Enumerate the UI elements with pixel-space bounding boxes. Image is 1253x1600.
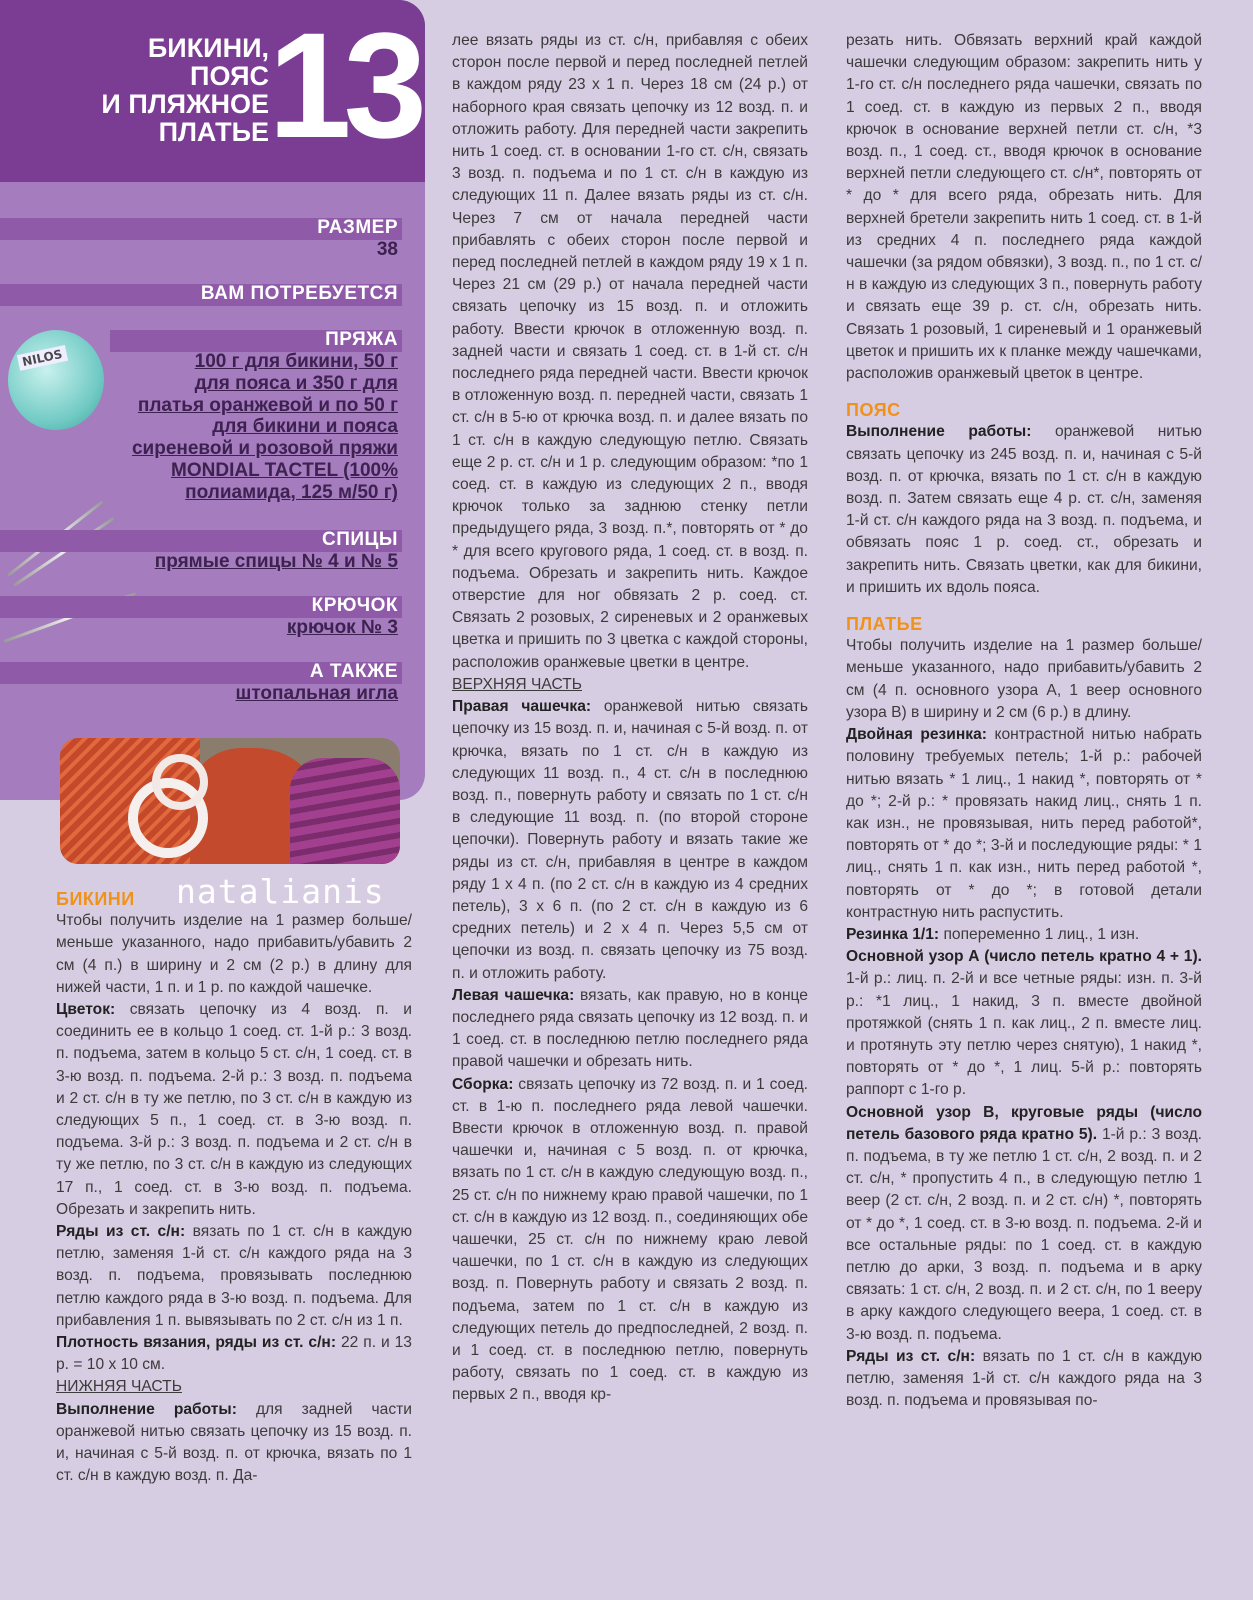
bikini-intro: Чтобы получить изделие на 1 размер больше/меньше указанного, надо прибавить/убавить 2 см (4 п.) в ширину и 2 см (2 р.) в длину для нижей части, 1 п. и 1 р. по каждой чашечке. xyxy=(56,912,412,996)
paragraph xyxy=(846,924,1202,946)
paragraph-text: вязать, как правую, но в конце последнего ряда связать цепочку из 12 возд. п. и 1 соед. ст. в последнюю петлю последнего ряда правой чашечки и обрезать нить. xyxy=(452,986,808,1071)
needles-value: прямые спицы № 4 и № 5 xyxy=(154,551,398,572)
paragraph xyxy=(56,1221,412,1332)
text-column-3 xyxy=(846,30,1202,1412)
paragraph xyxy=(846,1102,1202,1346)
pattern-header xyxy=(0,0,425,182)
term: Плотность вязания, ряды из ст. с/н: xyxy=(56,1334,337,1352)
also-value: штопальная игла xyxy=(235,683,398,704)
belt-heading: ПОЯС xyxy=(846,400,901,421)
paragraph xyxy=(56,1399,412,1488)
paragraph: резать нить. Обвязать верхний край каждой чашечки следующим образом: закрепить нить у 1-го ст. с/н последнего ряда чашечки, связать по 1 соед. ст. в каждую из первых 2 п., вводя крючок в основание верхней петли ст. с/н, *3 возд. п., 1 соед. ст., вводя крючок в основание верхней петли следующего ст. с/н*, повторять от * до * для всего ряда, обрезать нить. Для верхней бретели закрепить нить 1 соед. ст. в 1-й из средних 4 п. последнего ряда каждой чашечки (за рядом обвязки), 3 возд. п., по 1 ст. с/н в каждую из следующих 3 п., повернуть работу и связать еще 39 р. ст. с/н, обрезать нить. Связать 1 розовый, 1 сиреневый и 1 оранжевый цветок и пришить их к планке между чашечками, расположив оранжевый цветок в центре. xyxy=(846,32,1202,383)
yarn-ball-image xyxy=(8,330,104,430)
paragraph-text: связать цепочку из 72 возд. п. и 1 соед. ст. в 1-ю п. последнего ряда левой чашечки. Ввести крючок в отложенную возд. п. правой чашечки и, начиная с 5 возд. п. от крючка, вязать по 1 ст. с/н в каждую следующую возд. п., 25 ст. с/н по нижнему краю правой чашечки, по 1 ст. с/н в каждую из 12 возд. п., соединяющих обе чашечки, 25 ст. с/н по нижнему краю левой чашечки, по 1 ст. с/н в каждую из следующих возд. п. Повернуть работу и связать 2 возд. п. подъема, затем по 1 ст. с/н в каждую из следующих петель до предпоследней, 2 возд. п. и 1 соед. ст. в последнюю петлю, повернуть работу, связать по 1 соед. ст. в каждую из первых 2 п., вводя кр- xyxy=(452,1075,808,1404)
paragraph-text: вязать по 1 ст. с/н в каждую петлю, заменяя 1-й ст. с/н каждого ряда на 3 возд. п. подъема и провязывая по- xyxy=(846,1347,1203,1410)
dress-intro: Чтобы получить изделие на 1 размер больше/меньше указанного, надо прибавить/убавить 2 см (4 п. основного узора А, 1 веер основного узора В) в ширину и 2 см (6 р.) в длину. xyxy=(846,637,1202,721)
crochet-flowers-photo xyxy=(60,738,400,864)
yarn-line: платья оранжевой и по 50 г xyxy=(137,394,398,416)
paragraph-text: 1-й р.: 3 возд. п. подъема, в ту же петлю 1 ст. с/н, 2 возд. п. и 2 ст. с/н, * пропустить 4 п., в следующую петлю 1 веер (2 ст. с/н, 2 возд. п. и 2 ст. с/н) *, повторять от * до *, 1 соед. ст. в 3-ю возд. п. подъема. 2-й и все остальные ряды: по 1 соед. ст. в каждую петлю до арки, 3 возд. п. подъема и в арку связать: 1 ст. с/н, 2 возд. п. и 2 ст. с/н, по 1 вееру в арку каждого следующего веера, 1 соед. ст. в 3-ю возд. п. подъема. xyxy=(846,1125,1202,1343)
paragraph xyxy=(56,999,412,1221)
term: Двойная резинка: xyxy=(846,726,987,744)
paragraph xyxy=(846,724,1202,924)
paragraph xyxy=(56,1332,412,1376)
yarn-line: MONDIAL TACTEL (100% xyxy=(171,459,398,481)
upper-part-heading: ВЕРХНЯЯ ЧАСТЬ xyxy=(452,675,582,693)
yarn-label: ПРЯЖА xyxy=(325,329,398,350)
paragraph-text: попеременно 1 лиц., 1 изн. xyxy=(939,925,1140,943)
paragraph xyxy=(452,985,808,1074)
bikini-heading: БИКИНИ xyxy=(56,889,135,909)
text-column-2 xyxy=(452,30,808,1407)
paragraph xyxy=(452,696,808,985)
yarn-line: сиреневой и розовой пряжи xyxy=(131,438,398,460)
paragraph xyxy=(452,1074,808,1407)
term: Основной узор В, круговые ряды (число петель базового ряда кратно 5). xyxy=(846,1103,1202,1143)
yarn-line: полиамида, 125 м/50 г) xyxy=(185,481,398,503)
yarn-line: для бикини и пояса xyxy=(212,416,398,438)
paragraph-text: 22 п. и 13 р. = 10 х 10 см. xyxy=(56,1334,412,1374)
title-line: ПЛАТЬЕ xyxy=(158,117,269,147)
photo-white-flower xyxy=(152,754,208,810)
paragraph-text: оранжевой нитью связать цепочку из 245 возд. п. и, начиная с 5-й возд. п. от крючка, вязать по 1 ст. с/н в каждую возд. п. Затем связать еще 4 р. ст. с/н, заменяя 1-й ст. с/н каждого ряда на 3 возд. п. подъема, и обвязать пояс 1 р. соед. ст., обрезать и закрепить нить. Связать цветки, как для бикини, и пришить их вдоль пояса. xyxy=(846,423,1202,596)
pattern-number: 13 xyxy=(268,1,419,169)
size-label: РАЗМЕР xyxy=(317,217,398,238)
paragraph-text: 1-й р.: лиц. п. 2-й и все четные ряды: изн. п. 3-й р.: *1 лиц., 1 накид, 3 п. вместе двойной протяжкой (снять 1 п. как лиц., 2 п. вместе лиц. и протянуть эту петлю через снятую), 1 накид *, повторять от * до *, 1 лиц. 5-й р.: повторять раппорт с 1-го р. xyxy=(846,970,1202,1099)
paragraph xyxy=(846,421,1202,599)
title-line: БИКИНИ, xyxy=(147,33,269,63)
term: Ряды из ст. с/н: xyxy=(56,1223,186,1241)
term: Ряды из ст. с/н: xyxy=(846,1347,976,1365)
title-line: ПОЯС xyxy=(190,61,269,91)
text-column-1 xyxy=(56,888,412,1487)
yarn-brand-label: NILOS xyxy=(17,345,68,371)
paragraph-text: контрастной нитью набрать половину требуемых петель; 1-й р.: рабочей нитью вязать * 1 лиц., 1 накид *, повторять от * до *; 2-й р.: * провязать накид лиц., снять 1 п. как изн., не провязывая, нить перед работой*, повторять от * до *; 3-й и последующие ряды: * 1 лиц., снять 1 п. как изн., нить перед работой *, повторять от * до *; в готовой детали контрастную нить распустить. xyxy=(846,726,1203,921)
dress-heading: ПЛАТЬЕ xyxy=(846,614,923,635)
pattern-title xyxy=(69,34,269,146)
paragraph-text: для задней части оранжевой нитью связать цепочку из 15 возд. п. и, начиная с 5-й возд. п. от крючка, вязать по 1 ст. с/н в каждую возд. п. Да- xyxy=(56,1400,412,1485)
term: Сборка: xyxy=(452,1075,514,1093)
also-label: А ТАКЖЕ xyxy=(309,661,398,682)
yarn-line: для пояса и 350 г для xyxy=(194,372,398,394)
paragraph xyxy=(846,946,1202,1101)
photo-lilac-flower xyxy=(290,758,400,864)
paragraph-text: связать цепочку из 4 возд. п. и соединить ее в кольцо 1 соед. ст. 1-й р.: 3 возд. п. подъема, затем в кольцо 5 ст. с/н, 1 соед. ст. в 3-ю возд. п. подъема. 2-й р.: 3 возд. п. подъема и 2 ст. с/н в ту же петлю, по 3 ст. с/н в каждую из следующих 5 п., 1 соед. ст. в 3-ю возд. п. подъема. 3-й р.: 3 возд. п. подъема и 2 ст. с/н в ту же петлю, по 3 ст. с/н в каждую из следующих 17 п., 1 соед. ст. в 3-ю возд. п. подъема. Обрезать и закрепить нить. xyxy=(56,1001,412,1218)
term: Выполнение работы: xyxy=(846,423,1032,441)
need-label: ВАМ ПОТРЕБУЕТСЯ xyxy=(200,283,398,304)
needles-label: СПИЦЫ xyxy=(321,529,398,550)
size-value: 38 xyxy=(376,239,398,260)
term: Выполнение работы: xyxy=(56,1400,237,1418)
yarn-description xyxy=(132,351,398,504)
hook-value: крючок № 3 xyxy=(286,617,398,638)
watermark: natalianis xyxy=(176,872,385,911)
hook-label: КРЮЧОК xyxy=(311,595,398,616)
paragraph-text: оранжевой нитью связать цепочку из 15 возд. п. и, начиная с 5-й возд. п. от крючка, вязать по 1 ст. с/н в каждую из следующих 11 возд. п., 4 ст. с/н в последнюю возд. п., повернуть работу и связать по 1 ст. с/н в следующие 11 возд. п. (по второй стороне цепочки). Повернуть работу и вязать такие же ряды из ст. с/н, прибавляя в центре в каждом ряду 1 х 4 п. (по 2 ст. с/н в каждую из 4 средних петель), 3 х 6 п. (по 2 ст. с/н в каждую из 6 средних петель) и 2 х 4 п. Через 5,5 см от цепочки из возд. п. связать цепочку из 75 возд. п. и отложить работу. xyxy=(452,698,808,982)
term: Основной узор А (число петель кратно 4 + 1). xyxy=(846,948,1202,966)
yarn-line: 100 г для бикини, 50 г xyxy=(194,351,398,372)
term: Левая чашечка: xyxy=(452,986,575,1004)
paragraph: лее вязать ряды из ст. с/н, прибавляя с обеих сторон после первой и перед последней петлей в каждом ряду 23 х 1 п. Через 18 см (24 р.) от наборного края связать цепочку из 12 возд. п. и отложить работу. Для передней части закрепить нить 1 соед. ст. в основании 1-го ст. с/н, связать 3 возд. п. подъема и по 1 ст. с/н в каждую из следующих 11 п. Далее вязать ряды из ст. с/н. Через 7 см от начала передней части прибавлять с обеих сторон после первой и перед последней петлей в каждом ряду 19 х 1 п. Через 21 см (29 р.) от начала передней части связать цепочку из 15 возд. п. и отложить работу. Ввести крючок в отложенную возд. п. задней части и связать 1 соед. ст. в 1-й ст. с/н последнего ряда передней части. Ввести крючок в отложенную возд. п. передней части, связать 1 ст. с/н в 5-ю от крючка возд. п. и далее вязать по 1 ст. с/н в каждую следующую петлю. Связать еще 2 р. ст. с/н и 1 р. следующим образом: *по 1 соед. ст. в каждую из следующих 2 п., вводя крючок только за заднюю стенку петли предыдущего ряда, 3 возд. п.*, повторять от * до * для всего кругового ряда, 1 соед. ст. в возд. п. подъема. Обрезать и закрепить нить. Каждое отверстие для ног обвязать 2 р. соед. ст. Связать 2 розовых, 2 сиреневых и 2 оранжевых цветка и пришить по 3 цветка с каждой стороны, расположив оранжевые цветки в центре. xyxy=(452,32,808,671)
term: Резинка 1/1: xyxy=(846,925,940,943)
term: Правая чашечка: xyxy=(452,698,592,716)
title-line: И ПЛЯЖНОЕ xyxy=(101,89,269,119)
term: Цветок: xyxy=(56,1001,116,1019)
paragraph xyxy=(846,1346,1202,1413)
lower-part-heading: НИЖНЯЯ ЧАСТЬ xyxy=(56,1378,182,1396)
paragraph-text: вязать по 1 ст. с/н в каждую петлю, заменяя 1-й ст. с/н каждого ряда на 3 возд. п. подъема, провязывать последнюю петлю каждого ряда в 3-ю возд. п. подъема. Для прибавления 1 п. вывязывать по 2 ст. с/н из 1 п. xyxy=(56,1223,413,1329)
